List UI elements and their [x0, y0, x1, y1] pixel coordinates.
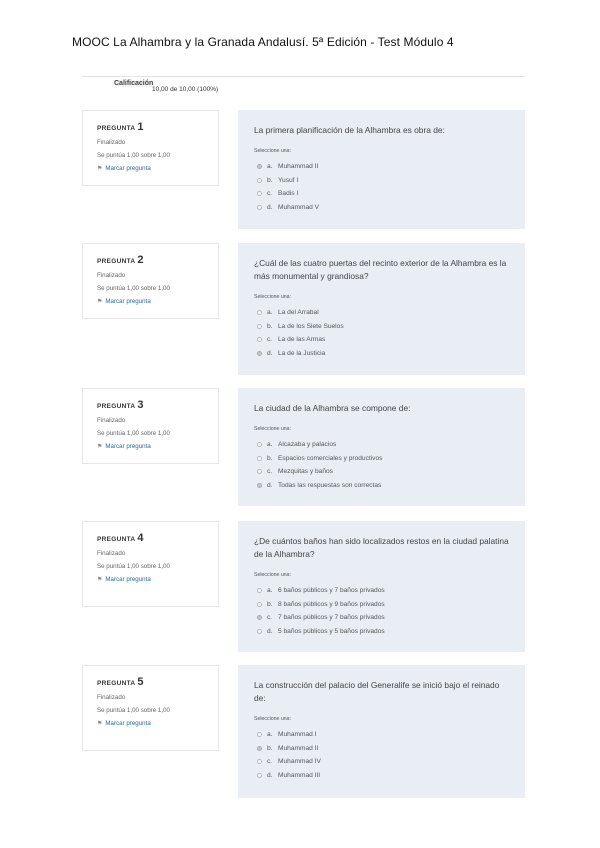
radio-button[interactable]: [257, 602, 262, 607]
radio-button[interactable]: [257, 310, 262, 315]
question-heading: PREGUNTA 5: [97, 676, 144, 688]
option-text: 8 baños públicos y 9 baños privados: [278, 600, 385, 608]
answer-option[interactable]: [254, 584, 509, 598]
radio-button[interactable]: [257, 483, 262, 488]
grade-value: 10,00 de 10,00 (100%): [152, 86, 219, 93]
question-text: ¿De cuántos baños han sido localizados restos en la ciudad palatina de la Alhambra?: [254, 536, 509, 559]
option-text: Badis I: [278, 190, 299, 198]
question-content-2: [238, 243, 525, 375]
answer-option[interactable]: [254, 174, 509, 188]
question-content-1: [238, 110, 525, 229]
radio-button[interactable]: [257, 456, 262, 461]
answer-option[interactable]: [254, 187, 509, 201]
answer-option[interactable]: [254, 438, 509, 452]
question-heading: PREGUNTA 1: [97, 121, 144, 133]
question-heading: PREGUNTA 4: [97, 532, 144, 544]
option-letter: c.: [267, 190, 273, 198]
question-content-3: [238, 388, 525, 506]
question-score: Se puntúa 1,00 sobre 1,00: [97, 430, 170, 437]
option-letter: d.: [267, 481, 273, 489]
option-text: Muhammad I: [278, 731, 317, 739]
option-text: La de los Siete Suelos: [278, 322, 344, 330]
answer-option[interactable]: [254, 306, 509, 320]
answer-option[interactable]: [254, 452, 509, 466]
radio-button[interactable]: [257, 759, 262, 764]
question-score: Se puntúa 1,00 sobre 1,00: [97, 563, 170, 570]
radio-button[interactable]: [257, 588, 262, 593]
option-text: Todas las respuestas son correctas: [278, 481, 382, 489]
radio-button[interactable]: [257, 178, 262, 183]
option-letter: b.: [267, 176, 273, 184]
question-heading: PREGUNTA 2: [97, 254, 144, 266]
option-letter: b.: [267, 454, 273, 462]
document-title: MOOC La Alhambra y la Granada Andalusí. 5ª Edición - Test Módulo 4: [72, 35, 454, 49]
radio-button[interactable]: [257, 773, 262, 778]
option-letter: a.: [267, 309, 273, 317]
flag-icon: ⚑: [97, 444, 103, 450]
question-text: ¿Cuál de las cuatro puertas del recinto exterior de la Alhambra es la más monumental y grandiosa?: [254, 258, 507, 281]
answer-option[interactable]: [254, 160, 509, 174]
option-text: 6 baños públicos y 7 baños privados: [278, 587, 385, 595]
question-text: La construcción del palacio del Generalife se inició bajo el reinado de:: [254, 680, 500, 703]
option-letter: d.: [267, 203, 273, 211]
option-letter: a.: [267, 731, 273, 739]
option-letter: d.: [267, 349, 273, 357]
flag-icon: ⚑: [97, 577, 103, 583]
radio-button[interactable]: [257, 351, 262, 356]
option-letter: b.: [267, 600, 273, 608]
option-text: La del Arrabal: [278, 309, 319, 317]
question-content-4: [238, 521, 525, 652]
question-info-1: [82, 110, 219, 186]
question-score: Se puntúa 1,00 sobre 1,00: [97, 285, 170, 292]
flag-question-link[interactable]: ⚑ Marcar pregunta: [97, 576, 151, 583]
question-status: Finalizado: [97, 139, 126, 146]
option-text: Muhammad II: [278, 744, 319, 752]
option-letter: a.: [267, 587, 273, 595]
answer-option[interactable]: [254, 611, 509, 625]
answer-option[interactable]: [254, 728, 509, 742]
option-letter: c.: [267, 336, 273, 344]
answer-option[interactable]: [254, 755, 509, 769]
option-letter: c.: [267, 758, 273, 766]
option-text: Muhammad III: [278, 771, 321, 779]
question-number: 4: [137, 532, 144, 544]
flag-icon: ⚑: [97, 721, 103, 727]
question-status: Finalizado: [97, 550, 126, 557]
radio-button[interactable]: [257, 732, 262, 737]
radio-button[interactable]: [257, 205, 262, 210]
radio-button[interactable]: [257, 337, 262, 342]
radio-button[interactable]: [257, 442, 262, 447]
grade-label: Calificación: [114, 80, 154, 87]
option-letter: a.: [267, 163, 273, 171]
question-text: La ciudad de la Alhambra se compone de:: [254, 403, 411, 413]
flag-question-link[interactable]: ⚑ Marcar pregunta: [97, 165, 151, 172]
option-letter: a.: [267, 441, 273, 449]
option-text: Alcazaba y palacios: [278, 441, 337, 449]
question-number: 2: [137, 254, 144, 266]
option-text: 5 baños públicos y 5 baños privados: [278, 627, 385, 635]
question-info-4: [82, 521, 219, 607]
question-status: Finalizado: [97, 694, 126, 701]
option-text: La de las Armas: [278, 336, 326, 344]
radio-button[interactable]: [257, 324, 262, 329]
radio-button[interactable]: [257, 746, 262, 751]
option-text: 7 baños públicos y 7 baños privados: [278, 614, 385, 622]
flag-question-link[interactable]: ⚑ Marcar pregunta: [97, 443, 151, 450]
select-one-label: Seleccione una:: [254, 716, 291, 722]
flag-icon: ⚑: [97, 299, 103, 305]
question-status: Finalizado: [97, 417, 126, 424]
select-one-label: Seleccione una:: [254, 426, 291, 432]
option-text: Muhammad V: [278, 203, 320, 211]
option-letter: d.: [267, 627, 273, 635]
question-info-2: [82, 243, 219, 319]
option-text: La de la Justicia: [278, 349, 326, 357]
question-status: Finalizado: [97, 272, 126, 279]
answer-option[interactable]: [254, 479, 509, 493]
option-letter: c.: [267, 614, 273, 622]
answer-option[interactable]: [254, 742, 509, 756]
option-text: Muhammad II: [278, 163, 319, 171]
answer-option[interactable]: [254, 769, 509, 783]
select-one-label: Seleccione una:: [254, 572, 291, 578]
option-text: Espacios comerciales y productivos: [278, 454, 383, 462]
flag-question-link[interactable]: ⚑ Marcar pregunta: [97, 298, 151, 305]
question-number: 3: [137, 399, 144, 411]
flag-question-link[interactable]: ⚑ Marcar pregunta: [97, 720, 151, 727]
option-letter: c.: [267, 468, 273, 476]
radio-button[interactable]: [257, 191, 262, 196]
radio-button[interactable]: [257, 629, 262, 634]
question-text: La primera planificación de la Alhambra es obra de:: [254, 125, 445, 135]
question-heading: PREGUNTA 3: [97, 399, 144, 411]
question-number: 1: [137, 121, 144, 133]
radio-button[interactable]: [257, 615, 262, 620]
question-info-5: [82, 665, 219, 751]
select-one-label: Seleccione una:: [254, 294, 291, 300]
answer-option[interactable]: [254, 201, 509, 215]
question-score: Se puntúa 1,00 sobre 1,00: [97, 707, 170, 714]
question-score: Se puntúa 1,00 sobre 1,00: [97, 152, 170, 159]
flag-icon: ⚑: [97, 166, 103, 172]
option-text: Muhammad IV: [278, 758, 321, 766]
answer-option[interactable]: [254, 347, 509, 361]
option-text: Mezquitas y baños: [278, 468, 333, 476]
grade-summary: [82, 76, 525, 104]
answer-option[interactable]: [254, 320, 509, 334]
answer-option[interactable]: [254, 598, 509, 612]
radio-button[interactable]: [257, 164, 262, 169]
question-content-5: [238, 665, 525, 798]
radio-button[interactable]: [257, 469, 262, 474]
option-letter: b.: [267, 744, 273, 752]
option-letter: b.: [267, 322, 273, 330]
option-text: Yusuf I: [278, 176, 299, 184]
question-number: 5: [137, 676, 144, 688]
answer-option[interactable]: [254, 333, 509, 347]
answer-option[interactable]: [254, 625, 509, 639]
answer-option[interactable]: [254, 465, 509, 479]
select-one-label: Seleccione una:: [254, 148, 291, 154]
option-letter: d.: [267, 771, 273, 779]
question-info-3: [82, 388, 219, 464]
